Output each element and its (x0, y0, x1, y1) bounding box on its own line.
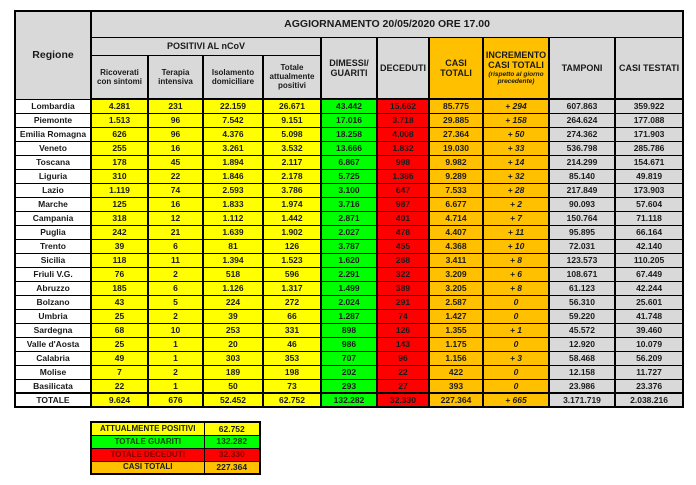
cell-totale-positivi: 1.523 (263, 253, 321, 267)
cell-deceduti: 401 (377, 211, 429, 225)
cell-tamponi: 123.573 (549, 253, 615, 267)
cell-tamponi: 72.031 (549, 239, 615, 253)
cell-casi-testati: 173.903 (615, 183, 683, 197)
cell-terapia-intensiva: 16 (148, 197, 203, 211)
cell-tamponi: 536.798 (549, 141, 615, 155)
cell-incremento: + 33 (483, 141, 549, 155)
cell-isolamento-domiciliare: 52.452 (203, 393, 263, 407)
cell-deceduti: 74 (377, 309, 429, 323)
cell-ricoverati-sintomi: 255 (91, 141, 148, 155)
cell-casi-totali: 393 (429, 379, 483, 393)
cell-ricoverati-sintomi: 43 (91, 295, 148, 309)
table-row (15, 309, 683, 323)
cell-totale-positivi: 66 (263, 309, 321, 323)
cell-isolamento-domiciliare: 1.112 (203, 211, 263, 225)
table-row (15, 211, 683, 225)
cell-casi-totali: 6.677 (429, 197, 483, 211)
cell-totale-positivi: 596 (263, 267, 321, 281)
cell-totale-positivi: 5.098 (263, 127, 321, 141)
cell-incremento: 0 (483, 309, 549, 323)
table-row (15, 379, 683, 393)
table-row (15, 323, 683, 337)
cell-ricoverati-sintomi: 118 (91, 253, 148, 267)
cell-casi-totali: 9.289 (429, 169, 483, 183)
cell-incremento: + 158 (483, 113, 549, 127)
cell-tamponi: 150.764 (549, 211, 615, 225)
cell-totale-positivi: 26.671 (263, 99, 321, 113)
cell-terapia-intensiva: 16 (148, 141, 203, 155)
cell-totale-positivi: 62.752 (263, 393, 321, 407)
legend-value: 32.330 (204, 448, 260, 461)
cell-regione: Puglia (15, 225, 91, 239)
cell-casi-testati: 154.671 (615, 155, 683, 169)
cell-dimessi-guariti: 2.291 (321, 267, 377, 281)
cell-terapia-intensiva: 1 (148, 379, 203, 393)
cell-incremento: + 3 (483, 351, 549, 365)
cell-incremento: + 32 (483, 169, 549, 183)
cell-dimessi-guariti: 707 (321, 351, 377, 365)
cell-tamponi: 12.920 (549, 337, 615, 351)
cell-regione: Liguria (15, 169, 91, 183)
column-header-ricoverati: Ricoverati con sintomi (91, 55, 148, 99)
cell-deceduti: 647 (377, 183, 429, 197)
cell-incremento: + 11 (483, 225, 549, 239)
cell-isolamento-domiciliare: 1.394 (203, 253, 263, 267)
legend-label: TOTALE DECEDUTI (91, 448, 204, 461)
cell-dimessi-guariti: 3.716 (321, 197, 377, 211)
cell-regione: Veneto (15, 141, 91, 155)
table-row (15, 281, 683, 295)
legend-row (91, 422, 260, 435)
cell-totale-positivi: 126 (263, 239, 321, 253)
group-header-positivi: POSITIVI AL nCoV (91, 37, 321, 55)
cell-deceduti: 15.662 (377, 99, 429, 113)
cell-incremento: + 10 (483, 239, 549, 253)
cell-casi-testati: 11.727 (615, 365, 683, 379)
cell-tamponi: 85.140 (549, 169, 615, 183)
cell-casi-totali: 29.885 (429, 113, 483, 127)
legend-value: 62.752 (204, 422, 260, 435)
cell-totale-positivi: 2.117 (263, 155, 321, 169)
cell-tamponi: 108.671 (549, 267, 615, 281)
cell-totale-positivi: 353 (263, 351, 321, 365)
cell-isolamento-domiciliare: 3.261 (203, 141, 263, 155)
cell-casi-totali: 1.355 (429, 323, 483, 337)
cell-casi-testati: 42.140 (615, 239, 683, 253)
cell-casi-totali: 3.411 (429, 253, 483, 267)
table-row (15, 337, 683, 351)
cell-isolamento-domiciliare: 1.126 (203, 281, 263, 295)
cell-terapia-intensiva: 2 (148, 365, 203, 379)
cell-ricoverati-sintomi: 9.624 (91, 393, 148, 407)
cell-casi-totali: 1.156 (429, 351, 483, 365)
cell-dimessi-guariti: 1.287 (321, 309, 377, 323)
cell-terapia-intensiva: 12 (148, 211, 203, 225)
cell-casi-totali: 7.533 (429, 183, 483, 197)
cell-ricoverati-sintomi: 4.281 (91, 99, 148, 113)
cell-dimessi-guariti: 3.100 (321, 183, 377, 197)
cell-tamponi: 95.895 (549, 225, 615, 239)
cell-deceduti: 1.832 (377, 141, 429, 155)
cell-isolamento-domiciliare: 189 (203, 365, 263, 379)
cell-regione: Sicilia (15, 253, 91, 267)
cell-casi-totali: 3.209 (429, 267, 483, 281)
cell-terapia-intensiva: 2 (148, 267, 203, 281)
table-row (15, 99, 683, 113)
table-row (15, 183, 683, 197)
cell-tamponi: 217.849 (549, 183, 615, 197)
cell-casi-totali: 19.030 (429, 141, 483, 155)
cell-regione: Basilicata (15, 379, 91, 393)
cell-incremento: + 294 (483, 99, 549, 113)
table-row (15, 127, 683, 141)
table-row (15, 197, 683, 211)
cell-dimessi-guariti: 13.666 (321, 141, 377, 155)
cell-isolamento-domiciliare: 253 (203, 323, 263, 337)
table-title: AGGIORNAMENTO 20/05/2020 ORE 17.00 (91, 11, 683, 37)
cell-casi-testati: 171.903 (615, 127, 683, 141)
cell-incremento: + 8 (483, 281, 549, 295)
cell-isolamento-domiciliare: 1.846 (203, 169, 263, 183)
cell-ricoverati-sintomi: 318 (91, 211, 148, 225)
cell-ricoverati-sintomi: 25 (91, 337, 148, 351)
column-header-totale-positivi: Totale attualmente positivi (263, 55, 321, 99)
cell-casi-testati: 57.604 (615, 197, 683, 211)
cell-incremento: + 1 (483, 323, 549, 337)
table-row (15, 239, 683, 253)
cell-totale-positivi: 198 (263, 365, 321, 379)
summary-legend (90, 421, 261, 475)
cell-isolamento-domiciliare: 81 (203, 239, 263, 253)
cell-casi-testati: 2.038.216 (615, 393, 683, 407)
cell-dimessi-guariti: 17.016 (321, 113, 377, 127)
table-row (15, 267, 683, 281)
cell-dimessi-guariti: 2.871 (321, 211, 377, 225)
cell-dimessi-guariti: 898 (321, 323, 377, 337)
cell-regione: Piemonte (15, 113, 91, 127)
table-row (15, 351, 683, 365)
cell-deceduti: 4.008 (377, 127, 429, 141)
cell-regione: Lazio (15, 183, 91, 197)
cell-dimessi-guariti: 293 (321, 379, 377, 393)
cell-casi-testati: 71.118 (615, 211, 683, 225)
cell-isolamento-domiciliare: 7.542 (203, 113, 263, 127)
cell-ricoverati-sintomi: 39 (91, 239, 148, 253)
cell-dimessi-guariti: 5.725 (321, 169, 377, 183)
cell-deceduti: 998 (377, 155, 429, 169)
cell-regione: Friuli V.G. (15, 267, 91, 281)
cell-casi-totali: 2.587 (429, 295, 483, 309)
cell-isolamento-domiciliare: 50 (203, 379, 263, 393)
cell-totale-positivi: 272 (263, 295, 321, 309)
cell-regione: Lombardia (15, 99, 91, 113)
cell-tamponi: 90.093 (549, 197, 615, 211)
cell-casi-totali: 1.427 (429, 309, 483, 323)
cell-ricoverati-sintomi: 1.119 (91, 183, 148, 197)
cell-incremento: 0 (483, 337, 549, 351)
cell-casi-testati: 42.244 (615, 281, 683, 295)
legend-value: 132.282 (204, 435, 260, 448)
legend-label: ATTUALMENTE POSITIVI (91, 422, 204, 435)
cell-tamponi: 45.572 (549, 323, 615, 337)
cell-regione: Abruzzo (15, 281, 91, 295)
table-row (15, 253, 683, 267)
legend-row (91, 435, 260, 448)
cell-dimessi-guariti: 986 (321, 337, 377, 351)
cell-casi-totali: 4.407 (429, 225, 483, 239)
cell-isolamento-domiciliare: 20 (203, 337, 263, 351)
cell-casi-totali: 3.205 (429, 281, 483, 295)
cell-isolamento-domiciliare: 224 (203, 295, 263, 309)
cell-isolamento-domiciliare: 2.593 (203, 183, 263, 197)
cell-totale-positivi: 1.974 (263, 197, 321, 211)
cell-totale-positivi: 1.902 (263, 225, 321, 239)
cell-casi-totali: 27.364 (429, 127, 483, 141)
cell-casi-totali: 1.175 (429, 337, 483, 351)
cell-regione: Marche (15, 197, 91, 211)
cell-regione: Bolzano (15, 295, 91, 309)
cell-deceduti: 987 (377, 197, 429, 211)
cell-regione: Trento (15, 239, 91, 253)
table-row (15, 155, 683, 169)
column-header-casi-testati: CASI TESTATI (615, 37, 683, 99)
cell-deceduti: 389 (377, 281, 429, 295)
covid-regional-table (14, 10, 684, 408)
cell-casi-totali: 227.364 (429, 393, 483, 407)
cell-casi-testati: 39.460 (615, 323, 683, 337)
cell-incremento: + 665 (483, 393, 549, 407)
cell-tamponi: 607.863 (549, 99, 615, 113)
column-header-deceduti: DECEDUTI (377, 37, 429, 99)
cell-terapia-intensiva: 22 (148, 169, 203, 183)
cell-ricoverati-sintomi: 1.513 (91, 113, 148, 127)
cell-ricoverati-sintomi: 25 (91, 309, 148, 323)
legend-body (91, 422, 260, 474)
cell-terapia-intensiva: 2 (148, 309, 203, 323)
cell-deceduti: 1.386 (377, 169, 429, 183)
cell-tamponi: 12.158 (549, 365, 615, 379)
cell-dimessi-guariti: 1.620 (321, 253, 377, 267)
cell-tamponi: 3.171.719 (549, 393, 615, 407)
legend-row (91, 461, 260, 474)
cell-totale-positivi: 3.532 (263, 141, 321, 155)
cell-isolamento-domiciliare: 1.833 (203, 197, 263, 211)
cell-terapia-intensiva: 5 (148, 295, 203, 309)
cell-regione: Emilia Romagna (15, 127, 91, 141)
cell-terapia-intensiva: 1 (148, 351, 203, 365)
cell-terapia-intensiva: 1 (148, 337, 203, 351)
cell-terapia-intensiva: 6 (148, 239, 203, 253)
cell-terapia-intensiva: 231 (148, 99, 203, 113)
cell-terapia-intensiva: 676 (148, 393, 203, 407)
cell-tamponi: 274.362 (549, 127, 615, 141)
cell-terapia-intensiva: 6 (148, 281, 203, 295)
cell-incremento: 0 (483, 295, 549, 309)
table-row (15, 365, 683, 379)
cell-ricoverati-sintomi: 626 (91, 127, 148, 141)
cell-casi-totali: 85.775 (429, 99, 483, 113)
table-row (15, 169, 683, 183)
cell-casi-testati: 56.209 (615, 351, 683, 365)
column-header-isolamento: Isolamento domiciliare (203, 55, 263, 99)
cell-tamponi: 61.123 (549, 281, 615, 295)
cell-isolamento-domiciliare: 22.159 (203, 99, 263, 113)
table-row (15, 141, 683, 155)
cell-regione: Sardegna (15, 323, 91, 337)
cell-casi-testati: 23.376 (615, 379, 683, 393)
cell-deceduti: 478 (377, 225, 429, 239)
cell-totale-positivi: 331 (263, 323, 321, 337)
cell-terapia-intensiva: 11 (148, 253, 203, 267)
table-body (15, 99, 683, 407)
cell-dimessi-guariti: 18.258 (321, 127, 377, 141)
cell-casi-testati: 110.205 (615, 253, 683, 267)
cell-incremento: 0 (483, 379, 549, 393)
table-row-totale (15, 393, 683, 407)
cell-isolamento-domiciliare: 39 (203, 309, 263, 323)
cell-deceduti: 96 (377, 351, 429, 365)
cell-ricoverati-sintomi: 7 (91, 365, 148, 379)
cell-ricoverati-sintomi: 242 (91, 225, 148, 239)
cell-regione: Calabria (15, 351, 91, 365)
column-header-incremento (483, 37, 549, 99)
incremento-label: INCREMENTO CASI TOTALI (485, 50, 547, 71)
cell-casi-testati: 41.748 (615, 309, 683, 323)
cell-deceduti: 455 (377, 239, 429, 253)
cell-deceduti: 22 (377, 365, 429, 379)
cell-casi-testati: 25.601 (615, 295, 683, 309)
cell-incremento: + 6 (483, 267, 549, 281)
cell-regione: Umbria (15, 309, 91, 323)
cell-deceduti: 322 (377, 267, 429, 281)
cell-terapia-intensiva: 96 (148, 113, 203, 127)
cell-dimessi-guariti: 3.787 (321, 239, 377, 253)
cell-totale-positivi: 9.151 (263, 113, 321, 127)
incremento-note: (rispetto al giorno precedente) (488, 71, 544, 86)
cell-casi-testati: 67.449 (615, 267, 683, 281)
table-row (15, 113, 683, 127)
cell-incremento: + 7 (483, 211, 549, 225)
column-header-tamponi: TAMPONI (549, 37, 615, 99)
cell-isolamento-domiciliare: 1.894 (203, 155, 263, 169)
cell-dimessi-guariti: 2.027 (321, 225, 377, 239)
cell-ricoverati-sintomi: 22 (91, 379, 148, 393)
cell-regione: Molise (15, 365, 91, 379)
cell-regione: Campania (15, 211, 91, 225)
cell-dimessi-guariti: 2.024 (321, 295, 377, 309)
table-row (15, 225, 683, 239)
cell-dimessi-guariti: 6.867 (321, 155, 377, 169)
cell-ricoverati-sintomi: 68 (91, 323, 148, 337)
cell-dimessi-guariti: 202 (321, 365, 377, 379)
cell-regione: Toscana (15, 155, 91, 169)
cell-terapia-intensiva: 10 (148, 323, 203, 337)
cell-deceduti: 268 (377, 253, 429, 267)
cell-casi-testati: 66.164 (615, 225, 683, 239)
cell-tamponi: 264.624 (549, 113, 615, 127)
cell-regione: Valle d'Aosta (15, 337, 91, 351)
cell-deceduti: 143 (377, 337, 429, 351)
cell-casi-testati: 285.786 (615, 141, 683, 155)
cell-totale-positivi: 1.317 (263, 281, 321, 295)
cell-isolamento-domiciliare: 4.376 (203, 127, 263, 141)
legend-value: 227.364 (204, 461, 260, 474)
cell-isolamento-domiciliare: 303 (203, 351, 263, 365)
cell-casi-testati: 177.088 (615, 113, 683, 127)
cell-regione: TOTALE (15, 393, 91, 407)
cell-dimessi-guariti: 1.499 (321, 281, 377, 295)
cell-casi-testati: 359.922 (615, 99, 683, 113)
cell-tamponi: 23.986 (549, 379, 615, 393)
cell-terapia-intensiva: 96 (148, 127, 203, 141)
cell-tamponi: 214.299 (549, 155, 615, 169)
cell-casi-totali: 4.714 (429, 211, 483, 225)
cell-deceduti: 32.330 (377, 393, 429, 407)
cell-ricoverati-sintomi: 310 (91, 169, 148, 183)
cell-casi-totali: 422 (429, 365, 483, 379)
cell-ricoverati-sintomi: 178 (91, 155, 148, 169)
cell-deceduti: 27 (377, 379, 429, 393)
legend-label: CASI TOTALI (91, 461, 204, 474)
cell-totale-positivi: 1.442 (263, 211, 321, 225)
cell-deceduti: 291 (377, 295, 429, 309)
column-header-casi-totali: CASI TOTALI (429, 37, 483, 99)
cell-totale-positivi: 2.178 (263, 169, 321, 183)
cell-terapia-intensiva: 74 (148, 183, 203, 197)
cell-deceduti: 3.718 (377, 113, 429, 127)
cell-terapia-intensiva: 21 (148, 225, 203, 239)
cell-incremento: + 28 (483, 183, 549, 197)
cell-ricoverati-sintomi: 125 (91, 197, 148, 211)
cell-casi-totali: 4.368 (429, 239, 483, 253)
cell-casi-testati: 10.079 (615, 337, 683, 351)
cell-totale-positivi: 73 (263, 379, 321, 393)
cell-ricoverati-sintomi: 49 (91, 351, 148, 365)
cell-deceduti: 126 (377, 323, 429, 337)
column-header-dimessi-guariti: DIMESSI/ GUARITI (321, 37, 377, 99)
cell-casi-testati: 49.819 (615, 169, 683, 183)
cell-incremento: + 2 (483, 197, 549, 211)
cell-isolamento-domiciliare: 518 (203, 267, 263, 281)
cell-dimessi-guariti: 132.282 (321, 393, 377, 407)
cell-tamponi: 59.220 (549, 309, 615, 323)
table-row (15, 295, 683, 309)
cell-totale-positivi: 46 (263, 337, 321, 351)
cell-totale-positivi: 3.786 (263, 183, 321, 197)
cell-incremento: 0 (483, 365, 549, 379)
cell-casi-totali: 9.982 (429, 155, 483, 169)
legend-row (91, 448, 260, 461)
cell-tamponi: 58.468 (549, 351, 615, 365)
cell-incremento: + 8 (483, 253, 549, 267)
cell-incremento: + 50 (483, 127, 549, 141)
cell-ricoverati-sintomi: 185 (91, 281, 148, 295)
cell-incremento: + 14 (483, 155, 549, 169)
legend-label: TOTALE GUARITI (91, 435, 204, 448)
cell-tamponi: 56.310 (549, 295, 615, 309)
column-header-terapia-intensiva: Terapia intensiva (148, 55, 203, 99)
cell-terapia-intensiva: 45 (148, 155, 203, 169)
cell-ricoverati-sintomi: 76 (91, 267, 148, 281)
cell-isolamento-domiciliare: 1.639 (203, 225, 263, 239)
cell-dimessi-guariti: 43.442 (321, 99, 377, 113)
column-header-regione: Regione (15, 11, 91, 99)
